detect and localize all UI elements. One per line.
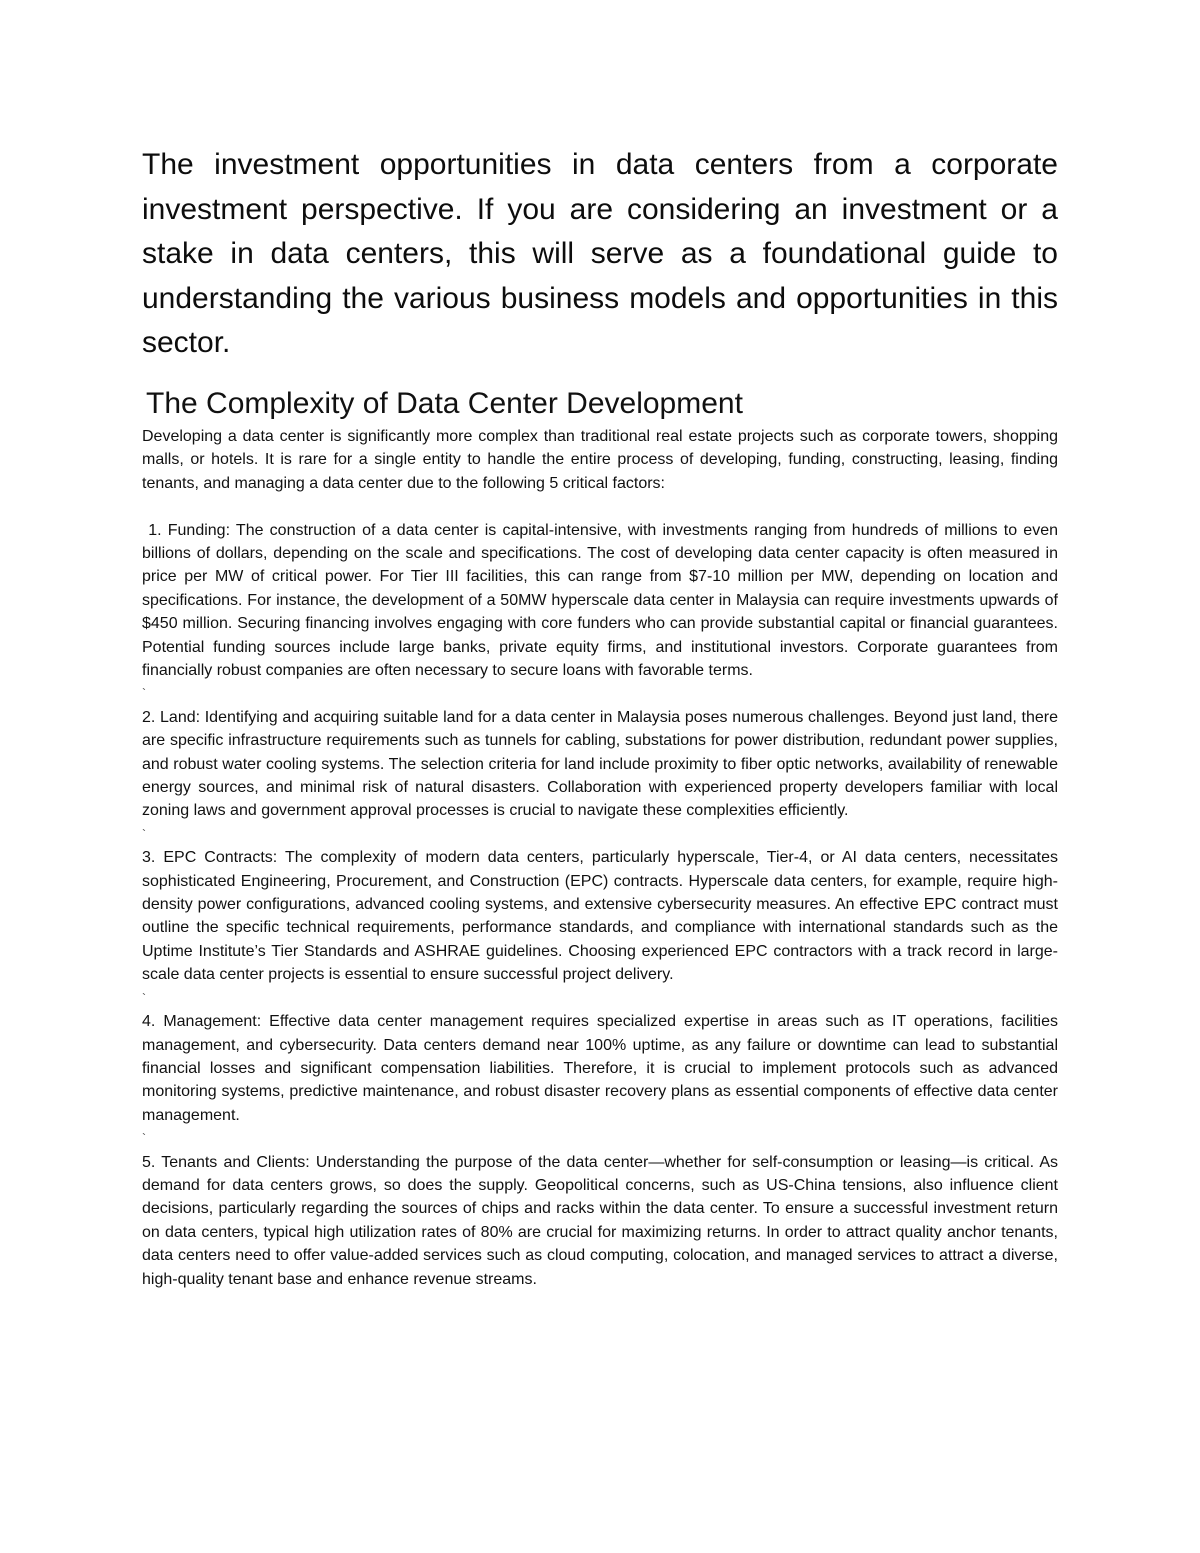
factor-4-text: Management: Effective data center management requires specialized expertise in areas such as IT operations, facilities management, and cybersecurity. Data centers demand near 100% uptime, as any failure or downtime can lead to substantial financial losses and significant compensation liabilities. Therefore, it is crucial to implement protocols such as advanced monitoring systems, predictive maintenance, and robust disaster recovery plans as essential components of effective data center management. (142, 1013, 1058, 1124)
factor-3-number: 3. (142, 849, 156, 867)
section-body (142, 425, 1058, 1291)
factor-5-paragraph (142, 1151, 1058, 1291)
factor-3-text: EPC Contracts: The complexity of modern data centers, particularly hyperscale, Tier-4, or AI data centers, necessitates sophisticated Engineering, Procurement, and Construction (EPC) contracts. Hyperscale data centers, for example, require high-density power configurations, advanced cooling systems, and extensive cybersecurity measures. An effective EPC contract must outline the specific technical requirements, performance standards, and compliance with international standards such as the Uptime Institute’s Tier Standards and ASHRAE guidelines. Choosing experienced EPC contractors with a track record in large-scale data center projects is essential to ensure successful project delivery. (142, 849, 1058, 984)
section-heading: The Complexity of Data Center Development (146, 387, 743, 420)
separator-mark: ` (142, 1131, 146, 1146)
factor-2-text: Land: Identifying and acquiring suitable land for a data center in Malaysia poses numerous challenges. Beyond just land, there are specific infrastructure requirements such as tunnels for cabling, substations for power distribution, redundant power supplies, and robust water cooling systems. The selection criteria for land include proximity to fiber optic networks, availability of renewable energy sources, and minimal risk of natural disasters. Collaboration with experienced property developers familiar with local zoning laws and government approval processes is crucial to navigate these complexities efficiently. (142, 708, 1058, 820)
factor-1-paragraph (142, 519, 1058, 683)
separator-mark: ` (142, 990, 146, 1005)
intro-paragraph: The investment opportunities in data centers from a corporate investment perspective. If you are considering an investment or a stake in data centers, this will serve as a foundational guide to understanding the various business models and opportunities in this sector. (142, 148, 1058, 359)
factor-2-number: 2. (142, 708, 156, 726)
factor-1-text: Funding: The construction of a data center is capital-intensive, with investments ranging from hundreds of millions to even billions of dollars, depending on the scale and specifications. The cost of developing data center capacity is often measured in price per MW of critical power. For Tier III facilities, this can range from $7-10 million per MW, depending on location and specifications. For instance, the development of a 50MW hyperscale data center in Malaysia can require investments upwards of $450 million. Securing financing involves engaging with core funders who can provide substantial capital or financial guarantees. Potential funding sources include large banks, private equity firms, and institutional investors. Corporate guarantees from financially robust companies are often necessary to secure loans with favorable terms. (142, 521, 1059, 680)
factor-4-paragraph (142, 1010, 1058, 1127)
separator-mark: ` (142, 826, 146, 841)
factor-1-number: 1. (148, 521, 162, 539)
factor-3-paragraph (142, 846, 1058, 986)
factor-5-text: Tenants and Clients: Understanding the purpose of the data center—whether for self-consumption or leasing—is critical. As demand for data centers grows, so does the supply. Geopolitical concerns, such as US-China tensions, also influence client decisions, particularly regarding the sources of chips and racks within the data center. To ensure a successful investment return on data centers, typical high utilization rates of 80% are crucial for maximizing returns. In order to attract quality anchor tenants, data centers need to offer value-added services such as cloud computing, colocation, and managed services to attract a diverse, high-quality tenant base and enhance revenue streams. (142, 1153, 1059, 1288)
factor-2-paragraph (142, 706, 1058, 823)
section-lead-paragraph: Developing a data center is significantly more complex than traditional real estate projects such as corporate towers, shopping malls, or hotels. It is rare for a single entity to handle the entire process of developing, funding, constructing, leasing, finding tenants, and managing a data center due to the following 5 critical factors: (142, 428, 1058, 492)
factor-5-number: 5. (142, 1153, 156, 1171)
separator-mark: ` (142, 686, 146, 701)
factor-4-number: 4. (142, 1013, 156, 1031)
